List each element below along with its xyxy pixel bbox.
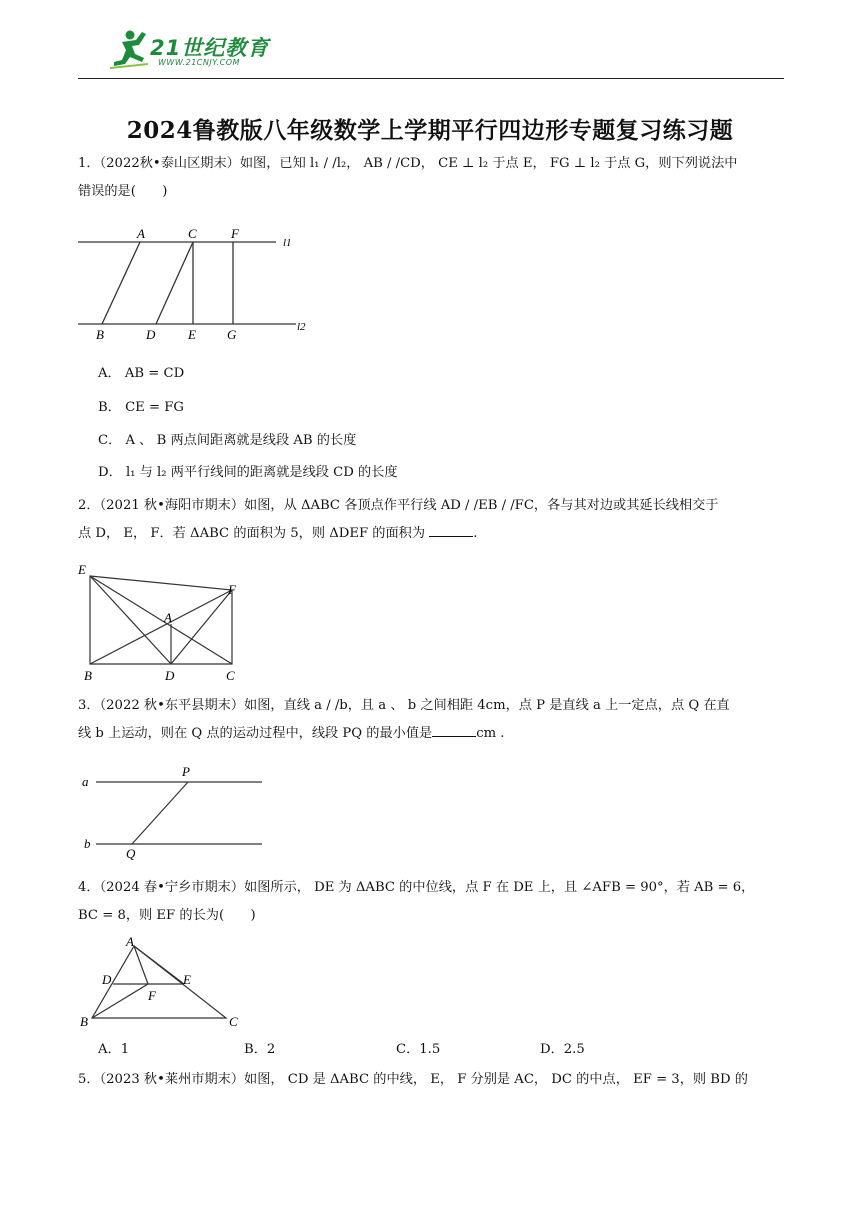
fig4-label-B: B [80,1014,88,1029]
question-1-line1: 1．（2022秋•泰山区期末）如图，已知 l₁ / /l₂， AB / /CD， CE ⊥ l₂ 于点 E， FG ⊥ l₂ 于点 G，则下列说法中 [78,156,738,171]
question-1-figure [76,222,316,346]
fig1-label-A: A [137,226,145,241]
question-2-line2-end: . [473,526,478,541]
fig1-label-l2: l2 [297,321,306,333]
fig2-label-E: E [78,562,86,577]
question-4-option-b: B．2 [244,1042,276,1057]
fig3-label-P: P [182,764,190,779]
question-4-option-a: A．1 [98,1042,130,1057]
fig4-label-D: D [102,972,112,987]
fig4-label-C: C [229,1014,238,1029]
fig2-label-F: F [228,582,236,597]
header-logo [108,28,288,72]
runner-logo-icon [108,28,152,70]
question-3-line1: 3．（2022 秋•东平县期末）如图，直线 a / /b，且 a 、 b 之间相距 4cm，点 P 是直线 a 上一定点，点 Q 在直 [78,698,730,713]
fig1-label-l1: l1 [283,237,292,249]
fig1-label-C: C [188,226,197,241]
question-1-option-a: A． AB = CD [98,366,185,381]
question-3-text [78,692,784,748]
question-2-line2-text: 点 D， E， F．若 ΔABC 的面积为 5，则 ΔDEF 的面积为 [78,526,426,541]
question-2-line1: 2．（2021 秋•海阳市期末）如图，从 ΔABC 各顶点作平行线 AD / /EB / /FC，各与其对边或其延长线相交于 [78,498,719,513]
question-1-text [78,150,784,206]
fig3-label-b: b [84,836,91,851]
page-title: 2024鲁教版八年级数学上学期平行四边形专题复习练习题 [126,117,734,144]
question-4-figure [76,934,246,1030]
fig2-label-D: D [165,668,175,683]
fig4-label-A: A [126,934,134,949]
question-1-option-d: D． l₁ 与 l₂ 两平行线间的距离就是线段 CD 的长度 [98,465,398,480]
fig2-label-C: C [226,668,235,683]
fig1-label-F: F [231,226,239,241]
question-2-answer-blank [429,522,473,537]
fig1-label-B: B [96,327,104,342]
question-3-line2-unit: cm . [476,726,505,741]
question-4-option-d: D．2.5 [540,1042,585,1057]
logo-text: 21世纪教育 [150,36,270,60]
question-2-text [78,492,784,548]
fig1-label-E: E [188,327,196,342]
question-4-option-c: C．1.5 [396,1042,441,1057]
question-2-line2 [78,520,784,548]
fig3-label-a: a [82,774,89,789]
fig2-label-A: A [164,610,172,625]
question-4-line1: 4．（2024 春•宁乡市期末）如图所示， DE 为 ΔABC 的中位线，点 F 在 DE 上，且 ∠AFB = 90°，若 AB = 6， [78,880,755,895]
question-3-answer-blank [432,722,476,737]
fig1-label-D: D [146,327,156,342]
question-5-line1: 5．（2023 秋•莱州市期末）如图， CD 是 ΔABC 的中线， E， F 分别是 AC， DC 的中点， EF = 3，则 BD 的 [78,1072,748,1087]
fig1-label-G: G [227,327,237,342]
fig2-label-B: B [84,668,92,683]
fig4-label-E: E [183,972,191,987]
question-4-text [78,874,784,930]
question-2-figure [72,560,252,686]
question-3-line2 [78,720,784,748]
fig4-label-F: F [148,988,156,1003]
question-3-figure [78,762,278,862]
question-3-line2-text: 线 b 上运动，则在 Q 点的运动过程中，线段 PQ 的最小值是 [78,726,433,741]
question-1-option-b: B． CE = FG [98,400,184,415]
fig3-label-Q: Q [126,846,136,861]
logo-url: WWW.21CNJY.COM [158,58,240,67]
question-1-option-c: C． A 、 B 两点间距离就是线段 AB 的长度 [98,433,357,448]
question-5-text [78,1066,784,1094]
question-4-line2: BC = 8，则 EF 的长为( ) [78,908,256,923]
question-1-line2: 错误的是( ) [78,184,168,199]
header-rule [78,78,784,79]
